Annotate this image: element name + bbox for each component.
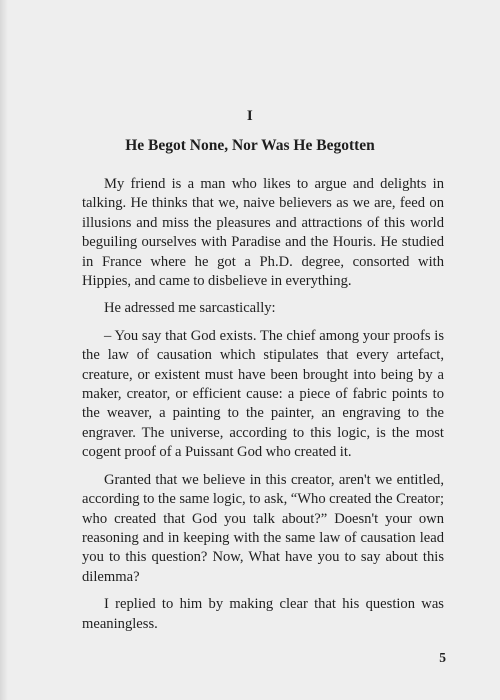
paragraph: I replied to him by making clear that his question was meaningless. [82,596,444,632]
chapter-number: I [246,108,254,124]
page-edge-shadow [0,0,8,700]
chapter-body [82,175,444,642]
paragraph: Granted that we believe in this creator, aren't we entitled, according to the same logic, to ask, “Who created the Creator; who created that God you talk about?” Doesn't your own reasoning and in keeping with the same law of causation lead you to this question? Now, What have you to say about this dilemma? [82,471,444,585]
paragraph: – You say that God exists. The chief among your proofs is the law of causation which stipulates that every artefact, creature, or existent must have been brought into being by a maker, creator, or efficient cause: a piece of fabric points to the weaver, a painting to the painter, an engraving to the engraver. The universe, according to this logic, is the most cogent proof of a Puissant God who created it. [82,327,444,461]
paragraph: He adressed me sarcastically: [104,300,276,317]
page-number: 5 [439,650,446,665]
paragraph: My friend is a man who likes to argue and delights in talking. He thinks that we, naive believers as we are, feed on illusions and miss the pleasures and attractions of this world beguiling ourselves with Paradise and the Houris. He studied in France where he got a Ph.D. degree, consorted with Hippies, and came to disbelieve in everything. [82,176,444,290]
chapter-title: He Begot None, Nor Was He Begotten [125,137,375,154]
